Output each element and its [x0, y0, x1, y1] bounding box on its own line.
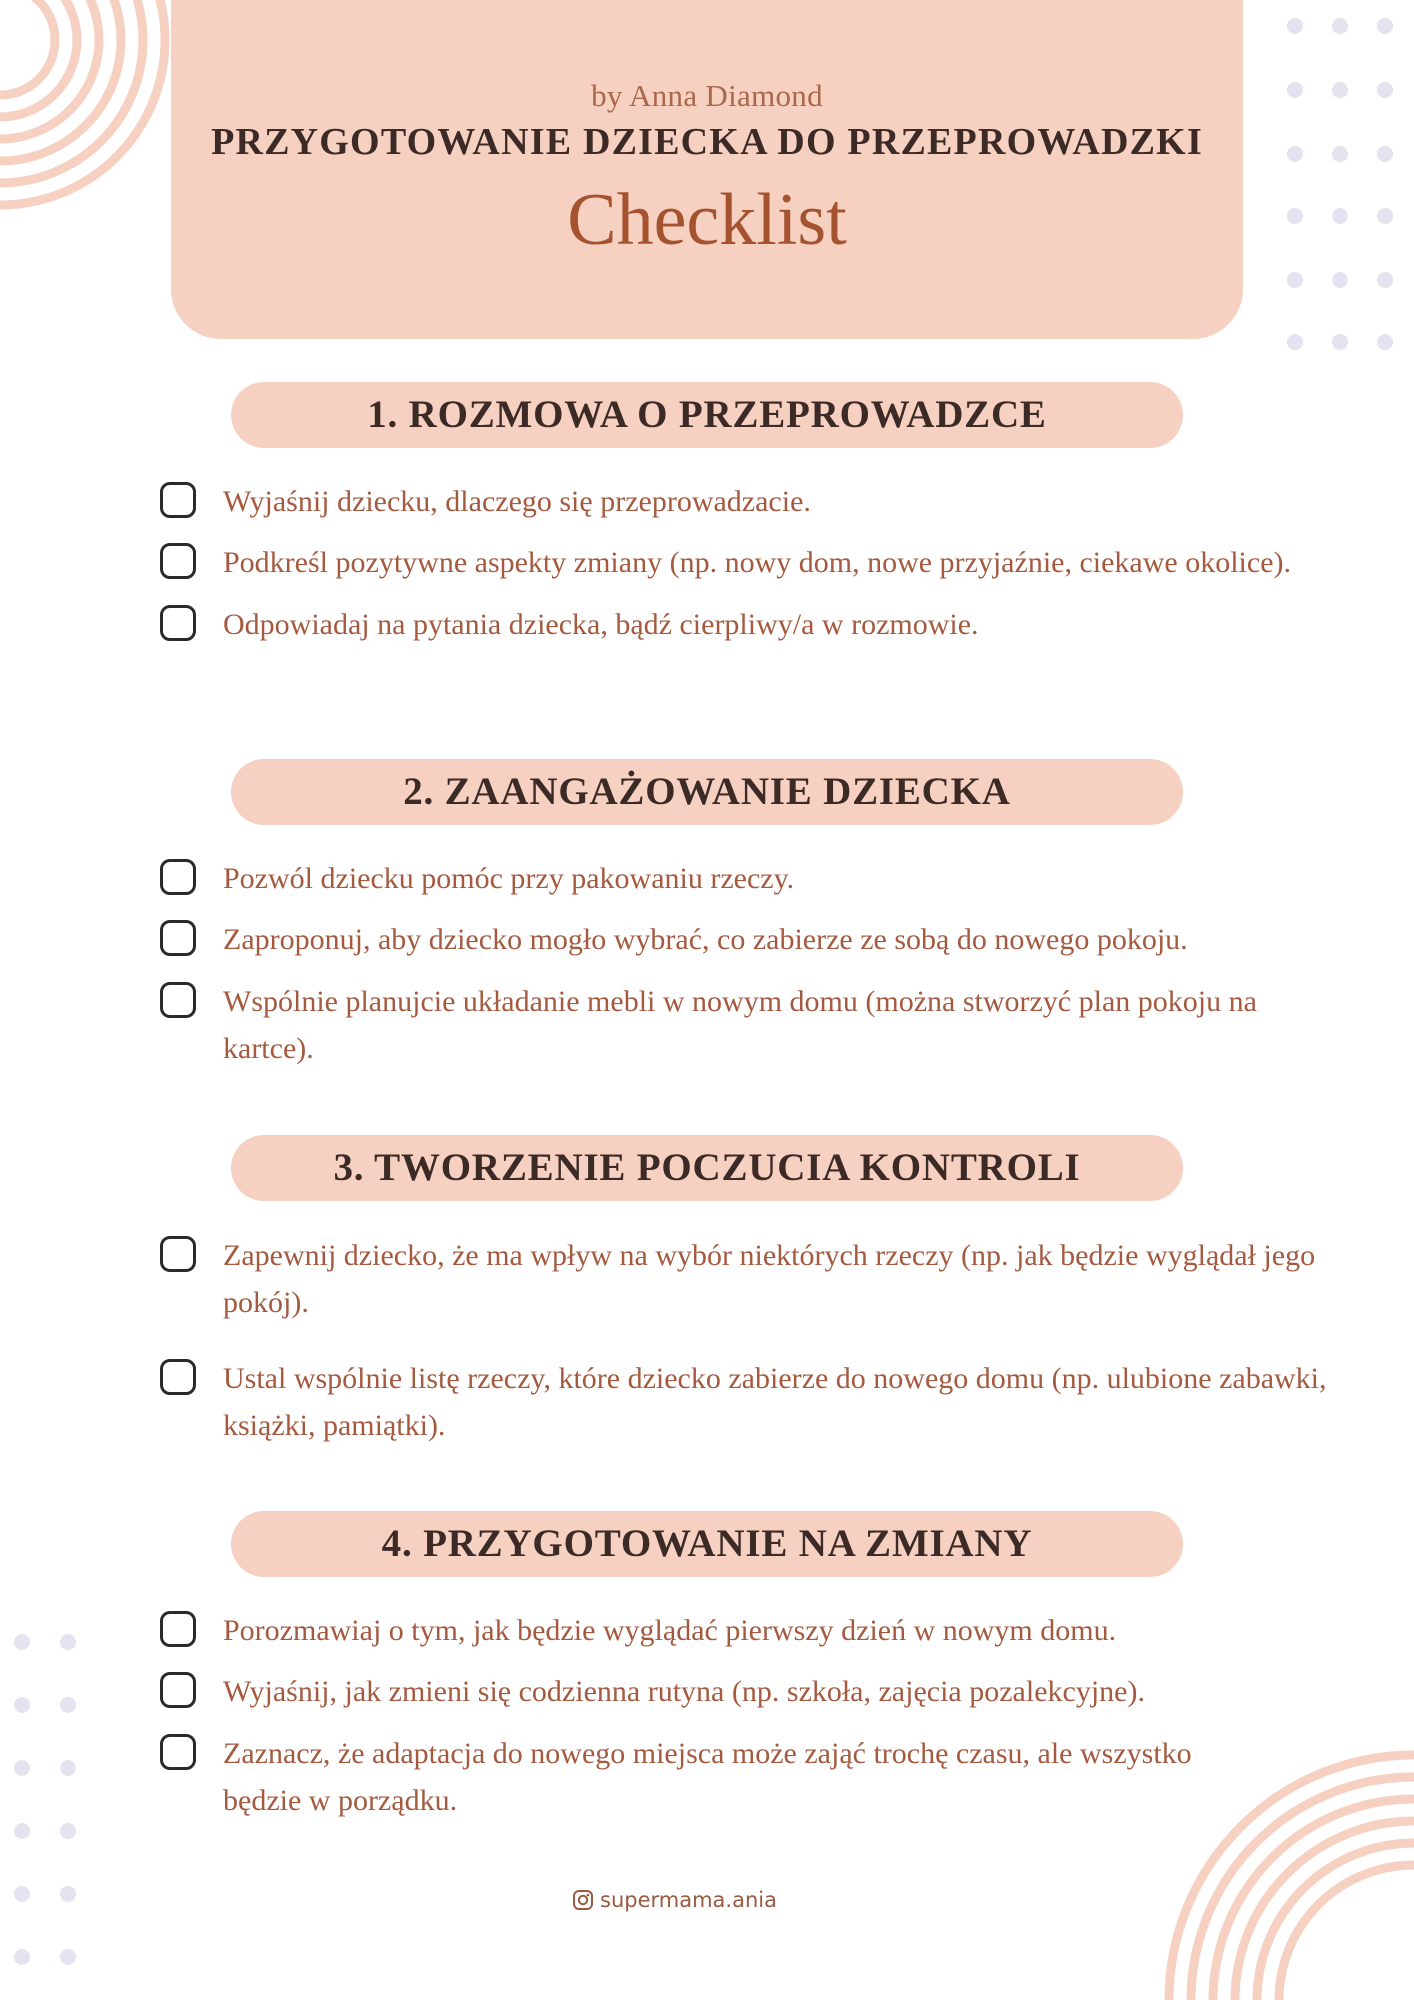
- checklist-item-text: Wyjaśnij dziecku, dlaczego się przeprowadzacie.: [223, 485, 811, 518]
- section-heading: 4. PRZYGOTOWANIE NA ZMIANY: [231, 1511, 1183, 1577]
- document-subtitle: Checklist: [567, 179, 847, 261]
- checklist-item-text: Zaproponuj, aby dziecko mogło wybrać, co zabierze ze sobą do nowego pokoju.: [223, 923, 1188, 956]
- section-heading: 2. ZAANGAŻOWANIE DZIECKA: [231, 759, 1183, 825]
- checklist-item-text: Zaznacz, że adaptacja do nowego miejsca może zająć trochę czasu, ale wszystko będzie w porządku.: [223, 1737, 1192, 1817]
- section-heading: 3. TWORZENIE POCZUCIA KONTROLI: [231, 1135, 1183, 1201]
- checklist-item-text: Pozwól dziecku pomóc przy pakowaniu rzeczy.: [223, 862, 795, 895]
- checklist-item-text: Porozmawiaj o tym, jak będzie wyglądać pierwszy dzień w nowym domu.: [223, 1614, 1117, 1647]
- section-heading: 1. ROZMOWA O PRZEPROWADZCE: [231, 382, 1183, 448]
- checkbox[interactable]: [160, 1734, 196, 1770]
- checkbox[interactable]: [160, 482, 196, 518]
- checkbox[interactable]: [160, 1672, 196, 1708]
- checkbox[interactable]: [160, 1611, 196, 1647]
- checklist-item-text: Wspólnie planujcie układanie mebli w nowym domu (można stworzyć plan pokoju na kartce).: [223, 985, 1257, 1065]
- checkbox[interactable]: [160, 1236, 196, 1272]
- checkbox[interactable]: [160, 982, 196, 1018]
- checklist-item-text: Wyjaśnij, jak zmieni się codzienna rutyna (np. szkoła, zajęcia pozalekcyjne).: [223, 1675, 1145, 1708]
- checklist-item-text: Zapewnij dziecko, że ma wpływ na wybór niektórych rzeczy (np. jak będzie wyglądał jego pokój).: [223, 1239, 1316, 1319]
- instagram-icon: [572, 1889, 594, 1916]
- checkbox[interactable]: [160, 543, 196, 579]
- checklist-item-text: Ustal wspólnie listę rzeczy, które dziecko zabierze do nowego domu (np. ulubione zabawki, książki, pamiątki).: [223, 1362, 1327, 1442]
- checkbox[interactable]: [160, 920, 196, 956]
- checkbox[interactable]: [160, 859, 196, 895]
- checkbox[interactable]: [160, 1359, 196, 1395]
- checklist-item-text: Podkreśl pozytywne aspekty zmiany (np. nowy dom, nowe przyjaźnie, ciekawe okolice).: [223, 546, 1292, 579]
- footer-handle-text: supermama.ania: [600, 1888, 777, 1912]
- decor-dots-top-right: [1280, 14, 1410, 354]
- checklist-item-text: Odpowiadaj na pytania dziecka, bądź cierpliwy/a w rozmowie.: [223, 608, 979, 641]
- checkbox[interactable]: [160, 605, 196, 641]
- footer-handle[interactable]: [572, 1888, 777, 1916]
- author-byline: by Anna Diamond: [591, 78, 823, 113]
- header-banner: [171, 0, 1243, 339]
- decor-arcs-top-left: [0, 0, 180, 240]
- document-title: PRZYGOTOWANIE DZIECKA DO PRZEPROWADZKI: [211, 121, 1203, 163]
- decor-dots-bottom-left: [10, 1630, 90, 1970]
